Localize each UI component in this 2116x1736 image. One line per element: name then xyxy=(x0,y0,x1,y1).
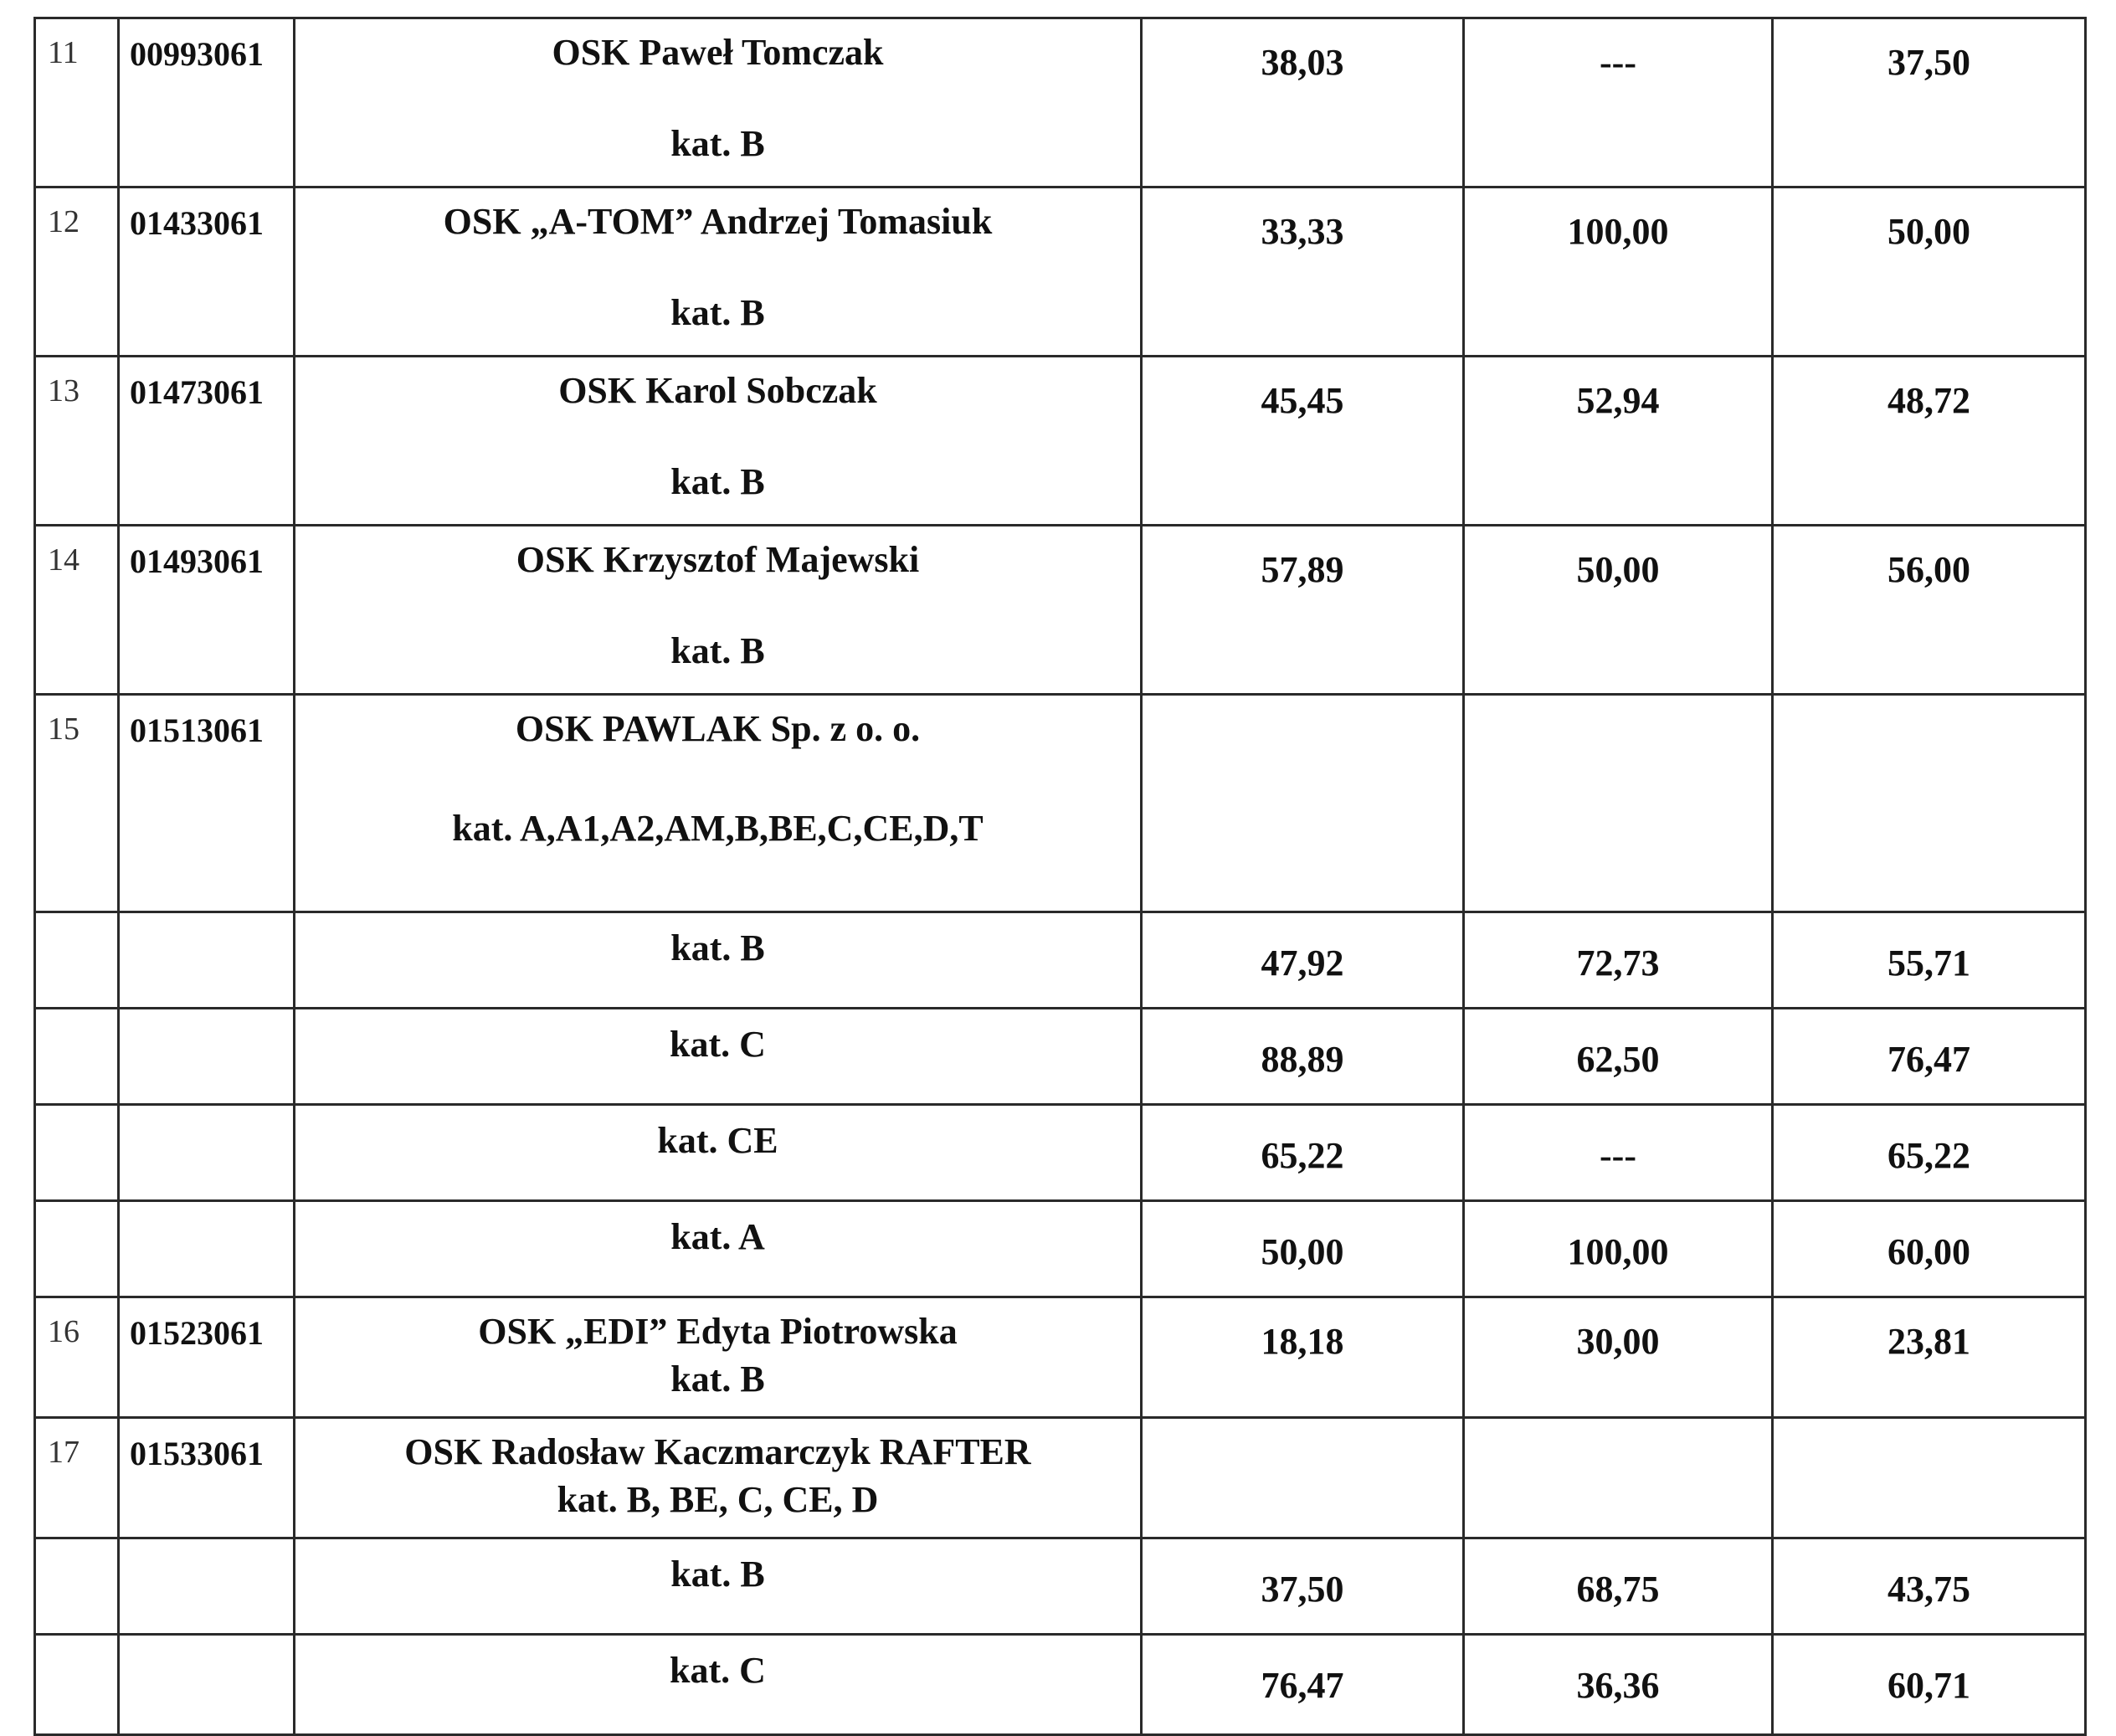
school-name: OSK Paweł Tomczak xyxy=(552,32,884,73)
category-label: kat. C xyxy=(295,1635,1142,1735)
row-number xyxy=(35,1009,119,1105)
school-name: OSK „EDI” Edyta Piotrowska xyxy=(478,1311,958,1352)
value-1: 18,18 xyxy=(1142,1297,1464,1418)
table-row xyxy=(35,1418,2086,1538)
value-3: 76,47 xyxy=(1773,1009,2086,1105)
school-code xyxy=(119,1201,295,1297)
value-3: 43,75 xyxy=(1773,1538,2086,1635)
school-code: 01493061 xyxy=(119,526,295,695)
school-code xyxy=(119,1538,295,1635)
school-name-cell xyxy=(295,18,1142,187)
row-number xyxy=(35,1538,119,1635)
pass-rate-table xyxy=(33,17,2087,1736)
value-3: 65,22 xyxy=(1773,1105,2086,1201)
row-number xyxy=(35,1105,119,1201)
value-2 xyxy=(1464,695,1773,912)
category-label: kat. B xyxy=(670,291,765,333)
value-2: 100,00 xyxy=(1464,1201,1773,1297)
row-number: 13 xyxy=(35,357,119,526)
value-2: 30,00 xyxy=(1464,1297,1773,1418)
school-name-cell xyxy=(295,1418,1142,1538)
value-2: 50,00 xyxy=(1464,526,1773,695)
value-3: 37,50 xyxy=(1773,18,2086,187)
row-number: 15 xyxy=(35,695,119,912)
category-label: kat. B xyxy=(295,912,1142,1009)
value-1: 47,92 xyxy=(1142,912,1464,1009)
school-name-cell xyxy=(295,1297,1142,1418)
category-label: kat. B xyxy=(670,460,765,502)
category-label: kat. B, BE, C, CE, D xyxy=(557,1478,879,1520)
value-2: 100,00 xyxy=(1464,187,1773,357)
value-2: --- xyxy=(1464,18,1773,187)
value-3: 48,72 xyxy=(1773,357,2086,526)
value-3: 23,81 xyxy=(1773,1297,2086,1418)
row-number: 12 xyxy=(35,187,119,357)
value-2: --- xyxy=(1464,1105,1773,1201)
value-2: 36,36 xyxy=(1464,1635,1773,1735)
school-name-cell xyxy=(295,526,1142,695)
school-code xyxy=(119,1009,295,1105)
school-name: OSK Radosław Kaczmarczyk RAFTER xyxy=(404,1431,1031,1472)
school-name: OSK Krzysztof Majewski xyxy=(516,539,920,580)
value-1: 33,33 xyxy=(1142,187,1464,357)
row-number: 16 xyxy=(35,1297,119,1418)
school-code xyxy=(119,1635,295,1735)
table-row xyxy=(35,1538,2086,1635)
value-1: 45,45 xyxy=(1142,357,1464,526)
school-code: 01473061 xyxy=(119,357,295,526)
value-1 xyxy=(1142,1418,1464,1538)
value-1: 57,89 xyxy=(1142,526,1464,695)
table-row xyxy=(35,1635,2086,1735)
row-number: 17 xyxy=(35,1418,119,1538)
row-number xyxy=(35,912,119,1009)
value-2: 52,94 xyxy=(1464,357,1773,526)
value-1 xyxy=(1142,695,1464,912)
school-name-cell xyxy=(295,357,1142,526)
category-label: kat. B xyxy=(295,1538,1142,1635)
table-row xyxy=(35,695,2086,912)
value-1: 88,89 xyxy=(1142,1009,1464,1105)
school-name: OSK PAWLAK Sp. z o. o. xyxy=(515,708,921,749)
value-3: 60,00 xyxy=(1773,1201,2086,1297)
value-3: 50,00 xyxy=(1773,187,2086,357)
value-3: 60,71 xyxy=(1773,1635,2086,1735)
school-name-cell xyxy=(295,187,1142,357)
category-label: kat. A xyxy=(295,1201,1142,1297)
row-number xyxy=(35,1201,119,1297)
school-name-cell xyxy=(295,695,1142,912)
table-row xyxy=(35,187,2086,357)
school-name: OSK „A-TOM” Andrzej Tomasiuk xyxy=(443,201,993,242)
value-3: 56,00 xyxy=(1773,526,2086,695)
school-code xyxy=(119,912,295,1009)
value-2: 68,75 xyxy=(1464,1538,1773,1635)
school-code: 01523061 xyxy=(119,1297,295,1418)
table-row xyxy=(35,526,2086,695)
value-2: 72,73 xyxy=(1464,912,1773,1009)
value-2 xyxy=(1464,1418,1773,1538)
table-row xyxy=(35,912,2086,1009)
school-code: 01433061 xyxy=(119,187,295,357)
school-code xyxy=(119,1105,295,1201)
category-label: kat. A,A1,A2,AM,B,BE,C,CE,D,T xyxy=(452,807,984,849)
school-code: 01513061 xyxy=(119,695,295,912)
table-row xyxy=(35,1201,2086,1297)
value-3 xyxy=(1773,1418,2086,1538)
category-label: kat. B xyxy=(670,1358,765,1400)
school-name: OSK Karol Sobczak xyxy=(558,370,877,411)
school-code: 01533061 xyxy=(119,1418,295,1538)
school-code: 00993061 xyxy=(119,18,295,187)
value-1: 37,50 xyxy=(1142,1538,1464,1635)
table-row xyxy=(35,1105,2086,1201)
row-number xyxy=(35,1635,119,1735)
table-row xyxy=(35,1009,2086,1105)
row-number: 14 xyxy=(35,526,119,695)
value-1: 50,00 xyxy=(1142,1201,1464,1297)
table-row xyxy=(35,1297,2086,1418)
row-number: 11 xyxy=(35,18,119,187)
category-label: kat. CE xyxy=(295,1105,1142,1201)
category-label: kat. C xyxy=(295,1009,1142,1105)
value-3 xyxy=(1773,695,2086,912)
value-1: 65,22 xyxy=(1142,1105,1464,1201)
table-row xyxy=(35,357,2086,526)
table-row xyxy=(35,18,2086,187)
value-1: 76,47 xyxy=(1142,1635,1464,1735)
category-label: kat. B xyxy=(670,122,765,164)
value-2: 62,50 xyxy=(1464,1009,1773,1105)
category-label: kat. B xyxy=(670,629,765,671)
value-1: 38,03 xyxy=(1142,18,1464,187)
value-3: 55,71 xyxy=(1773,912,2086,1009)
